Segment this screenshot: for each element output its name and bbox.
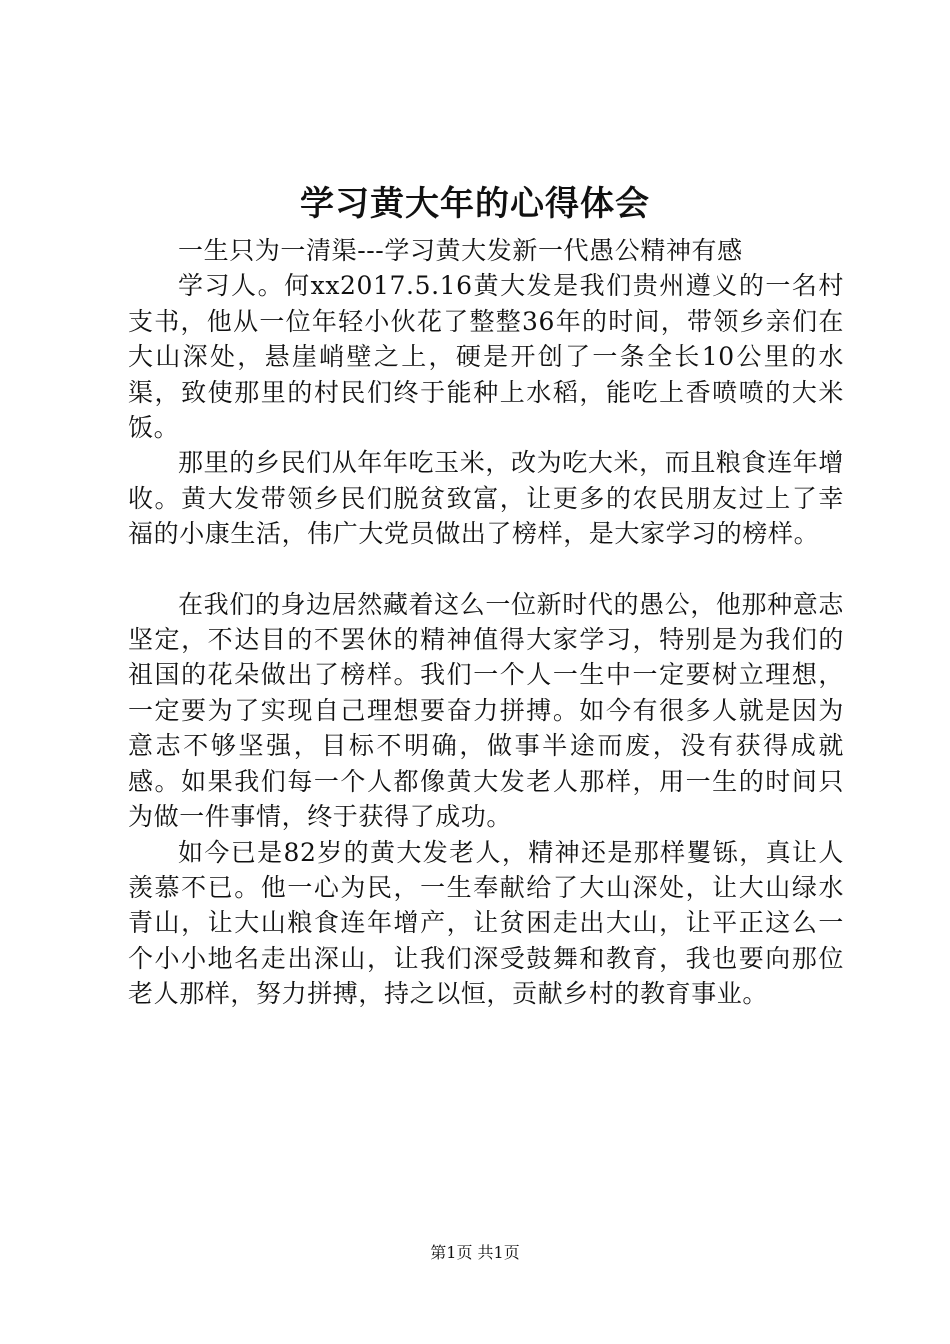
page-footer: 第1页 共1页 [430,1243,520,1262]
paragraph-1: 学习人。何xx2017.5.16黄大发是我们贵州遵义的一名村支书，他从一位年轻小伙花了整整36年的时间，带领乡亲们在大山深处，悬崖峭壁之上，硬是开创了一条全长10公里的水渠，致使那里的村民们终于能种上水稻，能吃上香喷喷的大米饭。 [128,271,844,443]
paragraph-4: 如今已是82岁的黄大发老人，精神还是那样矍铄，真让人羡慕不已。他一心为民，一生奉献给了大山深处，让大山绿水青山，让大山粮食连年增产，让贫困走出大山，让平正这么一个小小地名走出深山，让我们深受鼓舞和教育，我也要向那位老人那样，努力拼搏，持之以恒，贡献乡村的教育事业。 [128,837,844,1009]
paragraph-2: 那里的乡民们从年年吃玉米，改为吃大米，而且粮食连年增收。黄大发带领乡民们脱贫致富，让更多的农民朋友过上了幸福的小康生活，伟广大党员做出了榜样，是大家学习的榜样。 [128,448,844,549]
document-title: 学习黄大年的心得体会 [300,184,650,224]
paragraph-subtitle: 一生只为一清渠---学习黄大发新一代愚公精神有感 [178,236,743,265]
document-body [128,233,844,1012]
paragraph-3: 在我们的身边居然藏着这么一位新时代的愚公，他那种意志坚定，不达目的不罢休的精神值得大家学习，特别是为我们的祖国的花朵做出了榜样。我们一个人一生中一定要树立理想，一定要为了实现自己理想要奋力拼搏。如今有很多人就是因为意志不够坚强，目标不明确，做事半途而废，没有获得成就感。如果我们每一个人都像黄大发老人那样，用一生的时间只为做一件事情，终于获得了成功。 [128,589,844,832]
paragraph-gap [128,552,844,587]
